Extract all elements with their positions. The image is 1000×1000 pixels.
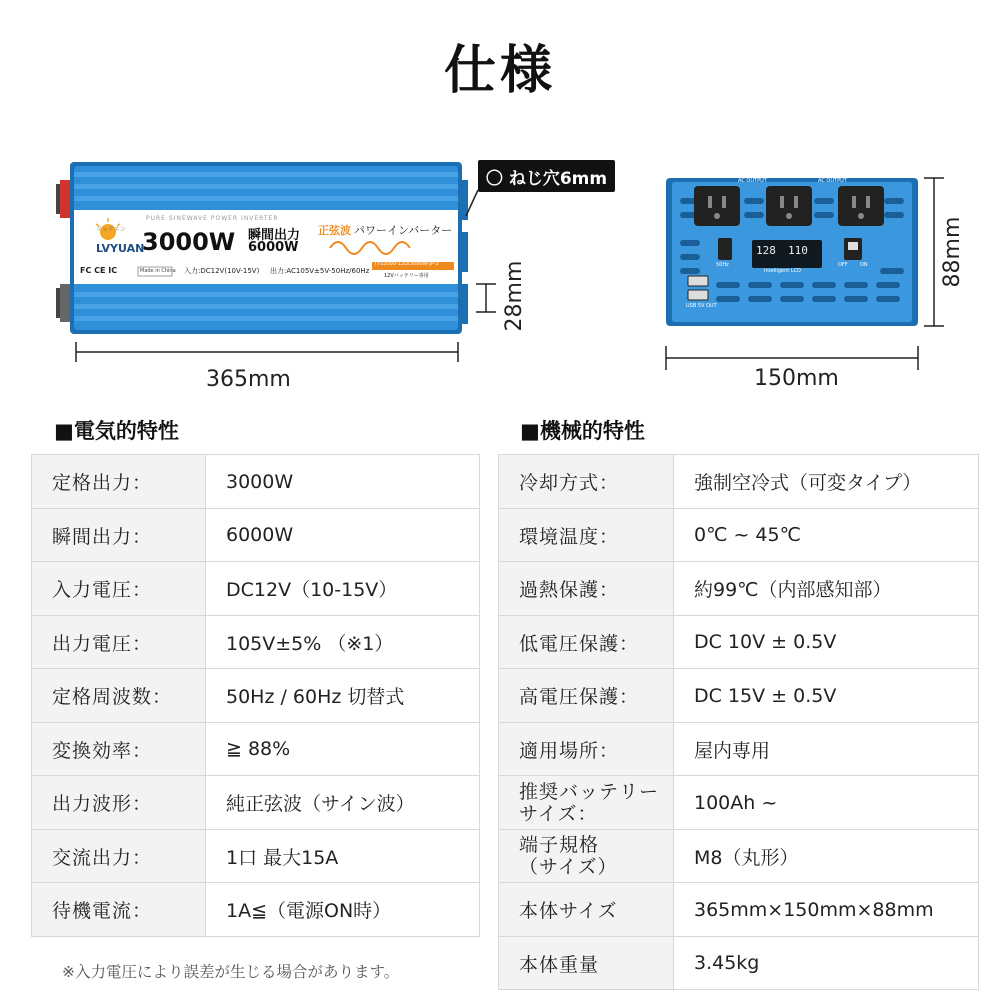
battery-print: 12Vバッテリー専用 (384, 273, 429, 279)
side-height-dimension-label: 88mm (940, 216, 965, 288)
lcd-caption: Intelligent LCD (764, 268, 801, 274)
spec-key: 入力電圧： (32, 562, 206, 616)
table-row (499, 509, 979, 562)
ac-outlet-3 (838, 186, 884, 226)
output-print: 出力:AC105V±5V-50Hz/60Hz (270, 267, 370, 275)
power-off-label: OFF (838, 262, 848, 268)
footnote: ※入力電圧により誤差が生じる場合があります。 (62, 963, 400, 981)
ac-output-label-2: AC OUTPUT (818, 178, 847, 184)
spec-key: 本体サイズ (499, 883, 674, 937)
lcd-left-reading: 128 (756, 244, 776, 257)
table-row (499, 616, 979, 669)
lcd-right-reading: 110 (788, 244, 808, 257)
spec-key: 出力電圧： (32, 616, 206, 669)
spec-key: 待機電流： (32, 883, 206, 937)
table-row (32, 776, 480, 830)
frequency-switch-label: 50Hz (716, 262, 729, 268)
spec-value: 100Ah ~ (674, 776, 979, 830)
spec-key: 本体重量 (499, 937, 674, 990)
product-name-sine: 正弦波 (318, 224, 351, 237)
table-row (499, 455, 979, 509)
table-row (32, 509, 480, 562)
table-row (499, 830, 979, 883)
spec-value: 6000W (206, 509, 480, 562)
table-row (499, 883, 979, 937)
spec-value: DC 10V ± 0.5V (674, 616, 979, 669)
spec-value: 0℃ ~ 45℃ (674, 509, 979, 562)
spec-value: 強制空冷式（可変タイプ） (674, 455, 979, 509)
spec-key: 低電圧保護： (499, 616, 674, 669)
made-in: Made in China (140, 268, 176, 274)
ac-outlet-2 (766, 186, 812, 226)
peak-label: 瞬間出力 (248, 228, 301, 243)
electrical-spec-table (31, 454, 480, 937)
spec-value: 1口 最大15A (206, 830, 480, 883)
table-row (32, 562, 480, 616)
cert-marks: FC CE IC (80, 266, 118, 275)
table-row (499, 937, 979, 990)
spec-key: 瞬間出力： (32, 509, 206, 562)
table-row (32, 883, 480, 937)
spec-value: 3.45kg (674, 937, 979, 990)
screw-hole-callout: 〇 ねじ穴6mm (478, 160, 615, 192)
spec-value: 105V±5% （※1） (206, 616, 480, 669)
table-row (499, 776, 979, 830)
spec-key: 出力波形： (32, 776, 206, 830)
table-row (32, 723, 480, 776)
mechanical-heading: ■機械的特性 (520, 419, 645, 443)
length-dimension-line (76, 342, 458, 362)
front-view-illustration (0, 0, 1000, 400)
length-dimension-label: 365mm (206, 367, 291, 392)
model-print: TYS3000-12LV3000W-JP-2 (374, 261, 439, 267)
table-row (499, 723, 979, 776)
spec-key: 適用場所： (499, 723, 674, 776)
table-row (499, 669, 979, 723)
spec-key: 推奨バッテリー サイズ： (499, 776, 674, 830)
spec-value: 3000W (206, 455, 480, 509)
spec-value: 屋内専用 (674, 723, 979, 776)
height-dimension-label: 28mm (502, 260, 527, 332)
spec-value: DC12V（10-15V） (206, 562, 480, 616)
rated-power-print: 3000W (142, 228, 236, 256)
table-row (32, 669, 480, 723)
page-title: 仕様 (443, 41, 556, 101)
spec-value: DC 15V ± 0.5V (674, 669, 979, 723)
spec-value: 50Hz / 60Hz 切替式 (206, 669, 480, 723)
ac-outlet-1 (694, 186, 740, 226)
ac-output-label-1: AC OUTPUT (738, 178, 767, 184)
spec-value: ≧ 88% (206, 723, 480, 776)
brand-sub: リョクエン (96, 226, 126, 233)
battery-terminal-bottom (56, 284, 72, 322)
tagline: PURE SINEWAVE POWER INVERTER (146, 215, 279, 222)
spec-key: 定格周波数： (32, 669, 206, 723)
spec-key: 交流出力： (32, 830, 206, 883)
table-row (32, 830, 480, 883)
table-row (499, 562, 979, 616)
spec-key: 変換効率： (32, 723, 206, 776)
product-name-inverter: パワーインバーター (354, 224, 453, 237)
battery-terminal-top (56, 180, 72, 218)
power-on-label: ON (860, 262, 868, 268)
input-print: 入力:DC12V(10V-15V) (184, 267, 260, 275)
spec-value: M8（丸形） (674, 830, 979, 883)
width-dimension-label: 150mm (754, 366, 839, 391)
table-row (32, 616, 480, 669)
height-dimension-line (476, 284, 496, 312)
spec-value: 約99℃（内部感知部） (674, 562, 979, 616)
spec-value: 純正弦波（サイン波） (206, 776, 480, 830)
table-row (32, 455, 480, 509)
spec-value: 1A≦（電源ON時） (206, 883, 480, 937)
spec-key: 高電圧保護： (499, 669, 674, 723)
peak-value: 6000W (248, 240, 299, 255)
brand-name: LVYUAN (96, 242, 145, 255)
frequency-switch (718, 238, 732, 260)
usb-label: USB 5V OUT (686, 303, 717, 309)
spec-key: 端子規格 （サイズ） (499, 830, 674, 883)
electrical-heading: ■電気的特性 (54, 419, 179, 443)
spec-key: 環境温度： (499, 509, 674, 562)
mechanical-spec-table (498, 454, 979, 990)
spec-key: 定格出力： (32, 455, 206, 509)
spec-key: 過熱保護： (499, 562, 674, 616)
spec-value: 365mm×150mm×88mm (674, 883, 979, 937)
spec-key: 冷却方式： (499, 455, 674, 509)
